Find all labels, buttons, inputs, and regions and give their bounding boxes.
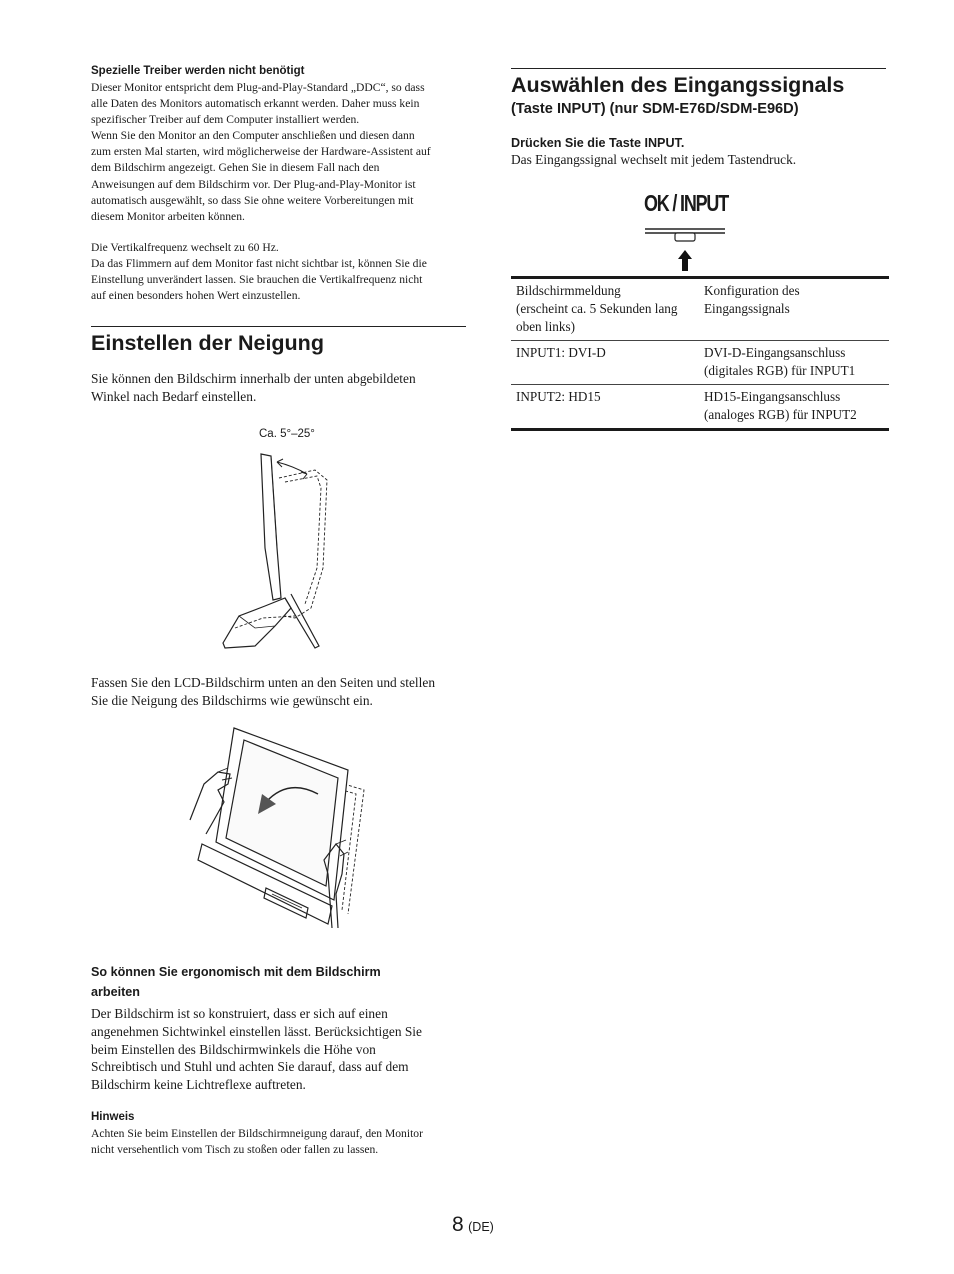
text-line: Winkel nach Bedarf einstellen. <box>91 388 257 404</box>
note-heading: Hinweis <box>91 1111 135 1123</box>
text-line: Sie können den Bildschirm innerhalb der unten abgebildeten <box>91 371 416 386</box>
ok-input-label: OK / INPUT <box>644 190 728 216</box>
cell-line: DVI-D-Eingangsanschluss <box>704 345 846 360</box>
cell-line: Konfiguration des <box>704 283 800 298</box>
text-line: Schreibtisch und Stuhl und achten Sie darauf, dass auf dem <box>91 1059 409 1075</box>
table-row <box>511 384 889 428</box>
step-heading: Drücken Sie die Taste INPUT. <box>511 136 685 150</box>
table-header-row <box>511 279 889 340</box>
tilt-title: Einstellen der Neigung <box>91 331 324 355</box>
table-cell: INPUT2: HD15 <box>516 389 601 404</box>
text-line: Dieser Monitor entspricht dem Plug-and-Play-Standard „DDC“, so dass <box>91 81 425 94</box>
text-line: Anweisungen auf dem Bildschirm vor. Der Plug-and-Play-Monitor ist <box>91 177 416 191</box>
text-line: Einstellung unverändert lassen. Sie brauchen die Vertikalfrequenz nicht <box>91 273 423 287</box>
input-signal-table <box>511 276 889 431</box>
table-cell: INPUT1: DVI-D <box>516 345 606 360</box>
table-row <box>511 340 889 384</box>
table-header-cell <box>699 279 889 340</box>
text-line: Die Vertikalfrequenz wechselt zu 60 Hz. <box>91 241 279 254</box>
heading-line: arbeiten <box>91 985 140 999</box>
text-line: Bildschirm keine Lichtreflexe auftreten. <box>91 1077 306 1093</box>
cell-line: Eingangssignals <box>704 301 790 316</box>
text-line: Sie die Neigung des Bildschirms wie gewünscht ein. <box>91 692 373 708</box>
heading-line: So können Sie ergonomisch mit dem Bildschirm <box>91 965 381 979</box>
table-header-cell <box>511 279 699 340</box>
section-rule <box>91 326 466 327</box>
text-line: zum ersten Mal starten, wird möglicherweise der Hardware-Assistent auf <box>91 145 431 159</box>
text-line: spezifischer Treiber auf dem Computer installiert werden. <box>91 113 360 127</box>
text-line: diesem Monitor arbeiten können. <box>91 209 245 223</box>
input-title: Auswählen des Eingangssignals <box>511 73 845 97</box>
monitor-hands-illustration <box>188 724 372 930</box>
drivers-paragraph <box>91 80 471 225</box>
cell-line: HD15-Eingangsanschluss <box>704 389 841 404</box>
text-line: Der Bildschirm ist so konstruiert, dass er sich auf einen <box>91 1006 388 1021</box>
cell-line: oben links) <box>516 319 575 334</box>
text-line: beim Einstellen des Bildschirmwinkels die Höhe von <box>91 1041 376 1057</box>
ergonomics-heading <box>91 962 381 1002</box>
drivers-heading: Spezielle Treiber werden nicht benötigt <box>91 65 305 77</box>
text-line: Fassen Sie den LCD-Bildschirm unten an den Seiten und stellen <box>91 675 436 690</box>
text-line: angenehmen Sichtwinkel einstellen lässt. Berücksichtigen Sie <box>91 1023 422 1039</box>
table-cell <box>699 385 889 428</box>
page-lang: (DE) <box>468 1220 494 1234</box>
frequency-paragraph <box>91 240 471 304</box>
text-line: nicht versehentlich vom Tisch zu stoßen oder fallen zu lassen. <box>91 1143 379 1157</box>
step-text: Das Eingangssignal wechselt mit jedem Tastendruck. <box>511 152 797 167</box>
angle-label: Ca. 5°–25° <box>259 428 315 440</box>
arrow-up-icon <box>678 250 692 271</box>
text-line: automatisch ausgewählt, so dass Sie ohne weitere Vorbereitungen mit <box>91 193 414 207</box>
cell-line: (analoges RGB) für INPUT2 <box>704 407 857 422</box>
tilt-hold-instructions <box>91 674 481 710</box>
text-line: Wenn Sie den Monitor an den Computer anschließen und diesen dann <box>91 129 415 143</box>
text-line: Da das Flimmern auf dem Monitor fast nicht sichtbar ist, können Sie die <box>91 257 427 271</box>
input-subtitle: (Taste INPUT) (nur SDM-E76D/SDM-E96D) <box>511 101 799 117</box>
page-number: 8 <box>452 1213 464 1236</box>
input-button-graphic <box>643 226 727 274</box>
tilt-intro <box>91 370 471 406</box>
cell-line: Bildschirmmeldung <box>516 283 621 298</box>
cell-line: (erscheint ca. 5 Sekunden lang <box>516 301 678 316</box>
table-cell <box>699 341 889 384</box>
tilt-illustration <box>215 448 345 654</box>
text-line: auf einen besonders hohen Wert einzustellen. <box>91 289 301 303</box>
note-paragraph <box>91 1126 481 1158</box>
ergonomics-paragraph <box>91 1005 481 1094</box>
section-rule <box>511 68 886 69</box>
text-line: alle Daten des Monitors automatisch erkannt werden. Daher muss kein <box>91 97 420 111</box>
cell-line: (digitales RGB) für INPUT1 <box>704 363 856 378</box>
text-line: Achten Sie beim Einstellen der Bildschirmneigung darauf, den Monitor <box>91 1127 423 1140</box>
text-line: dem Bildschirm angezeigt. Gehen Sie in diesem Fall nach den <box>91 161 380 175</box>
page-footer <box>452 1213 494 1237</box>
